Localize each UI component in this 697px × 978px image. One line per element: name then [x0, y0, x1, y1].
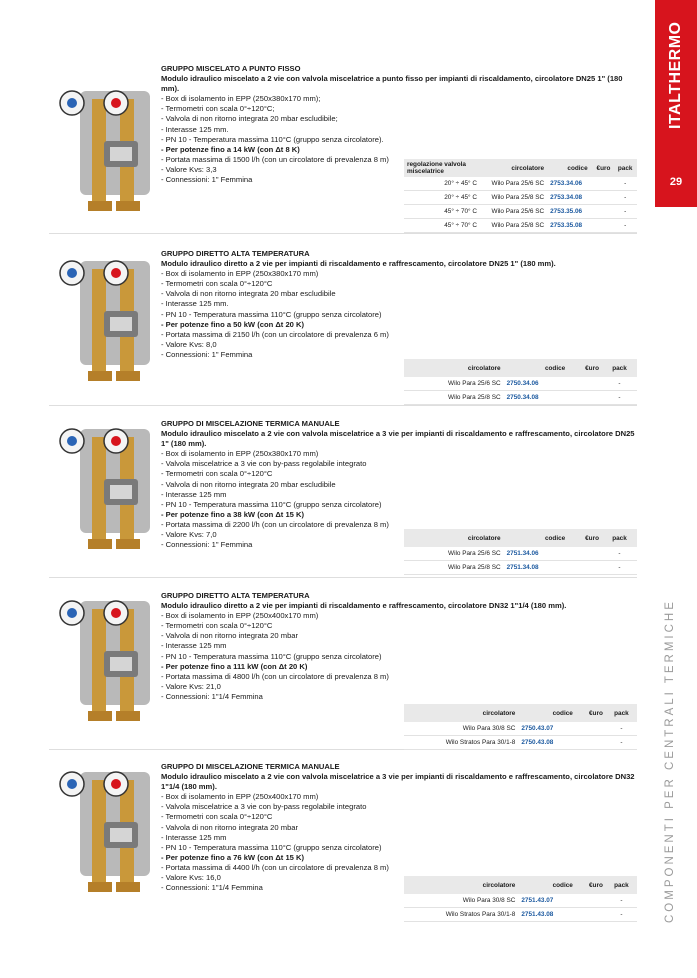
section-subtitle: Modulo idraulico miscelato a 2 vie con valvola miscelatrice a 3 vie per impianti di riscaldamento e raffrescamento, circolatore DN32 1"1/4 (180 mm). [161, 772, 635, 792]
spec-table [404, 876, 637, 922]
product-code: 2753.34.06 [547, 177, 591, 191]
product-code: 2751.34.06 [504, 547, 569, 561]
column-header: €uro [576, 876, 606, 894]
feature-line: - Termometri con scala 0°÷120°C [161, 469, 273, 479]
table-cell: - [613, 191, 637, 205]
table-cell: - [613, 205, 637, 219]
table-cell: - [613, 219, 637, 233]
feature-line: - Valvola di non ritorno integrata 20 mbar [161, 631, 299, 641]
table-cell [591, 219, 614, 233]
section-divider [49, 233, 637, 234]
table-cell: Wilo Para 25/6 SC [480, 205, 547, 219]
table-row [404, 561, 637, 575]
table-row [404, 191, 637, 205]
feature-line: - Connessioni: 1"1/4 Femmina [161, 883, 263, 893]
section-subtitle: Modulo idraulico diretto a 2 vie per impianti di riscaldamento e raffrescamento, circolatore DN25 1" (180 mm). [161, 259, 556, 269]
feature-line: - Valore Kvs: 16,0 [161, 873, 221, 883]
table-cell [576, 736, 606, 750]
column-header: €uro [591, 159, 614, 177]
table-cell: Wilo Para 25/6 SC [480, 177, 547, 191]
table-cell: - [606, 894, 637, 908]
table-cell: 20° ÷ 45° C [404, 177, 480, 191]
table-cell: - [602, 547, 637, 561]
table-cell: - [602, 561, 637, 575]
feature-line: - Termometri con scala 0°÷120°C; [161, 104, 275, 114]
product-code: 2753.34.08 [547, 191, 591, 205]
table-row [404, 391, 637, 405]
feature-line: - Interasse 125 mm. [161, 124, 229, 134]
feature-line: - Connessioni: 1" Femmina [161, 349, 253, 359]
product-code: 2750.34.08 [504, 391, 569, 405]
table-header-row [404, 704, 637, 722]
table-cell: Wilo Para 25/6 SC [404, 377, 504, 391]
table-row [404, 205, 637, 219]
feature-line: - PN 10 - Temperatura massima 110°C (gruppo senza circolatore). [161, 134, 384, 144]
table-cell: - [613, 177, 637, 191]
table-cell: - [602, 391, 637, 405]
feature-line: - Box di isolamento in EPP (250x380x170 mm) [161, 269, 319, 279]
table-cell: Wilo Para 25/8 SC [480, 219, 547, 233]
column-header: circolatore [404, 704, 518, 722]
product-photo [58, 89, 153, 217]
product-code: 2750.43.07 [518, 722, 575, 736]
table-cell [591, 205, 614, 219]
feature-line: - Connessioni: 1"1/4 Femmina [161, 691, 263, 701]
feature-line: - Per potenze fino a 111 kW (con Δt 20 K) [161, 661, 308, 671]
column-header: pack [606, 704, 637, 722]
table-row [404, 908, 637, 922]
column-header: circolatore [404, 876, 518, 894]
feature-line: - Interasse 125 mm. [161, 299, 229, 309]
brand-name: ITALTHERMO [667, 21, 684, 129]
table-cell [591, 191, 614, 205]
column-header: pack [602, 359, 637, 377]
table-cell: - [606, 908, 637, 922]
column-header: circolatore [404, 529, 504, 547]
table-cell [568, 547, 602, 561]
feature-line: - Valvola di non ritorno integrata 20 mbar [161, 822, 299, 832]
table-cell: Wilo Para 30/8 SC [404, 894, 518, 908]
column-header: €uro [568, 529, 602, 547]
section-subtitle: Modulo idraulico miscelato a 2 vie con valvola miscelatrice a 3 vie per impianti di riscaldamento e raffrescamento, circolatore DN25 1" (180 mm). [161, 429, 635, 449]
table-cell: - [602, 377, 637, 391]
section-subtitle: Modulo idraulico miscelato a 2 vie con valvola miscelatrice a punto fisso per impianti di riscaldamento, circolatore DN25 1" (180 mm). [161, 74, 623, 94]
table-cell: Wilo Para 25/8 SC [480, 191, 547, 205]
feature-line: - Portata massima di 4800 l/h (con un circolatore di prevalenza 8 m) [161, 671, 389, 681]
feature-line: - Connessioni: 1" Femmina [161, 540, 253, 550]
table-row [404, 547, 637, 561]
feature-line: - Portata massima di 2150 l/h (con un circolatore di prevalenza 6 m) [161, 329, 389, 339]
table-header-row [404, 359, 637, 377]
feature-line: - Per potenze fino a 50 kW (con Δt 20 K) [161, 319, 305, 329]
feature-line: - Valore Kvs: 21,0 [161, 681, 221, 691]
table-cell: 45° ÷ 70° C [404, 205, 480, 219]
column-header: codice [504, 359, 569, 377]
table-row [404, 894, 637, 908]
feature-line: - Portata massima di 1500 l/h (con un circolatore di prevalenza 8 m) [161, 154, 389, 164]
feature-line: - Per potenze fino a 14 kW (con Δt 8 K) [161, 144, 300, 154]
product-code: 2751.34.08 [504, 561, 569, 575]
feature-line: - Termometri con scala 0°÷120°C [161, 621, 273, 631]
column-header: pack [602, 529, 637, 547]
column-header: codice [518, 876, 575, 894]
feature-line: - Termometri con scala 0°÷120°C [161, 279, 273, 289]
feature-line: - Valore Kvs: 8,0 [161, 339, 217, 349]
product-code: 2751.43.07 [518, 894, 575, 908]
table-cell: - [606, 736, 637, 750]
column-header: pack [606, 876, 637, 894]
section-divider [49, 577, 637, 578]
section-title: GRUPPO MISCELATO A PUNTO FISSO [161, 64, 301, 73]
table-row [404, 722, 637, 736]
column-header: €uro [568, 359, 602, 377]
table-cell: 45° ÷ 70° C [404, 219, 480, 233]
column-header: codice [547, 159, 591, 177]
table-cell: Wilo Para 25/8 SC [404, 391, 504, 405]
section-title: GRUPPO DIRETTO ALTA TEMPERATURA [161, 249, 310, 258]
section-divider [49, 405, 637, 406]
table-cell [568, 377, 602, 391]
feature-line: - Per potenze fino a 38 kW (con Δt 15 K) [161, 509, 305, 519]
feature-line: - PN 10 - Temperatura massima 110°C (gruppo senza circolatore) [161, 499, 382, 509]
spec-table [404, 359, 637, 405]
section-title: GRUPPO DIRETTO ALTA TEMPERATURA [161, 591, 310, 600]
table-cell [568, 561, 602, 575]
product-code: 2750.34.06 [504, 377, 569, 391]
feature-line: - Valvola miscelatrice a 3 vie con by-pass regolabile integrato [161, 802, 367, 812]
side-label: COMPONENTI PER CENTRALI TERMICHE [664, 599, 676, 923]
table-cell [576, 894, 606, 908]
spec-table [404, 704, 637, 750]
feature-line: - Valvola di non ritorno integrata 20 mbar escludibile [161, 479, 336, 489]
product-code: 2751.43.08 [518, 908, 575, 922]
feature-line: - Box di isolamento in EPP (250x380x170 mm); [161, 94, 321, 104]
table-row [404, 736, 637, 750]
feature-line: - PN 10 - Temperatura massima 110°C (gruppo senza circolatore) [161, 651, 382, 661]
feature-line: - PN 10 - Temperatura massima 110°C (gruppo senza circolatore) [161, 309, 382, 319]
product-photo [58, 599, 153, 727]
table-header-row [404, 529, 637, 547]
column-header: codice [518, 704, 575, 722]
column-header: circolatore [480, 159, 547, 177]
column-header: circolatore [404, 359, 504, 377]
product-photo [58, 427, 153, 555]
column-header: codice [504, 529, 569, 547]
feature-line: - Valvola miscelatrice a 3 vie con by-pass regolabile integrato [161, 459, 367, 469]
product-code: 2750.43.08 [518, 736, 575, 750]
table-cell [576, 908, 606, 922]
feature-line: - Interasse 125 mm [161, 489, 227, 499]
feature-line: - PN 10 - Temperatura massima 110°C (gruppo senza circolatore) [161, 842, 382, 852]
table-cell: Wilo Para 25/8 SC [404, 561, 504, 575]
table-cell [591, 177, 614, 191]
table-cell: Wilo Stratos Para 30/1-8 [404, 908, 518, 922]
feature-line: - Box di isolamento in EPP (250x400x170 mm) [161, 611, 319, 621]
spec-table [404, 159, 637, 233]
page-number: 29 [669, 176, 683, 188]
spec-table [404, 529, 637, 575]
feature-line: - Connessioni: 1" Femmina [161, 175, 253, 185]
feature-line: - Interasse 125 mm [161, 641, 227, 651]
feature-line: - Portata massima di 4400 l/h (con un circolatore di prevalenza 8 m) [161, 862, 389, 872]
table-cell: - [606, 722, 637, 736]
product-code: 2753.35.06 [547, 205, 591, 219]
table-row [404, 177, 637, 191]
table-cell [568, 391, 602, 405]
table-header-row [404, 159, 637, 177]
table-row [404, 219, 637, 233]
feature-line: - Termometri con scala 0°÷120°C [161, 812, 273, 822]
section-title: GRUPPO DI MISCELAZIONE TERMICA MANUALE [161, 419, 340, 428]
column-header: €uro [576, 704, 606, 722]
product-photo [58, 259, 153, 387]
table-cell: 20° ÷ 45° C [404, 191, 480, 205]
product-photo [58, 770, 153, 898]
feature-line: - Box di isolamento in EPP (250x400x170 mm) [161, 792, 319, 802]
feature-line: - Per potenze fino a 76 kW (con Δt 15 K) [161, 852, 305, 862]
section-subtitle: Modulo idraulico diretto a 2 vie per impianti di riscaldamento e raffrescamento, circolatore DN32 1"1/4 (180 mm). [161, 601, 567, 611]
table-row [404, 377, 637, 391]
table-cell: Wilo Para 25/6 SC [404, 547, 504, 561]
column-header: pack [613, 159, 637, 177]
table-cell: Wilo Stratos Para 30/1-8 [404, 736, 518, 750]
feature-line: - Valore Kvs: 7,0 [161, 530, 217, 540]
feature-line: - Interasse 125 mm [161, 832, 227, 842]
product-code: 2753.35.08 [547, 219, 591, 233]
feature-line: - Valvola di non ritorno integrata 20 mbar escludibile; [161, 114, 338, 124]
section-title: GRUPPO DI MISCELAZIONE TERMICA MANUALE [161, 762, 340, 771]
table-header-row [404, 876, 637, 894]
table-cell: Wilo Para 30/8 SC [404, 722, 518, 736]
feature-line: - Valore Kvs: 3,3 [161, 164, 217, 174]
feature-line: - Valvola di non ritorno integrata 20 mbar escludibile [161, 289, 336, 299]
column-header: regolazione valvola miscelatrice [404, 159, 480, 177]
feature-line: - Box di isolamento in EPP (250x380x170 mm) [161, 449, 319, 459]
table-cell [576, 722, 606, 736]
feature-line: - Portata massima di 2200 l/h (con un circolatore di prevalenza 8 m) [161, 519, 389, 529]
